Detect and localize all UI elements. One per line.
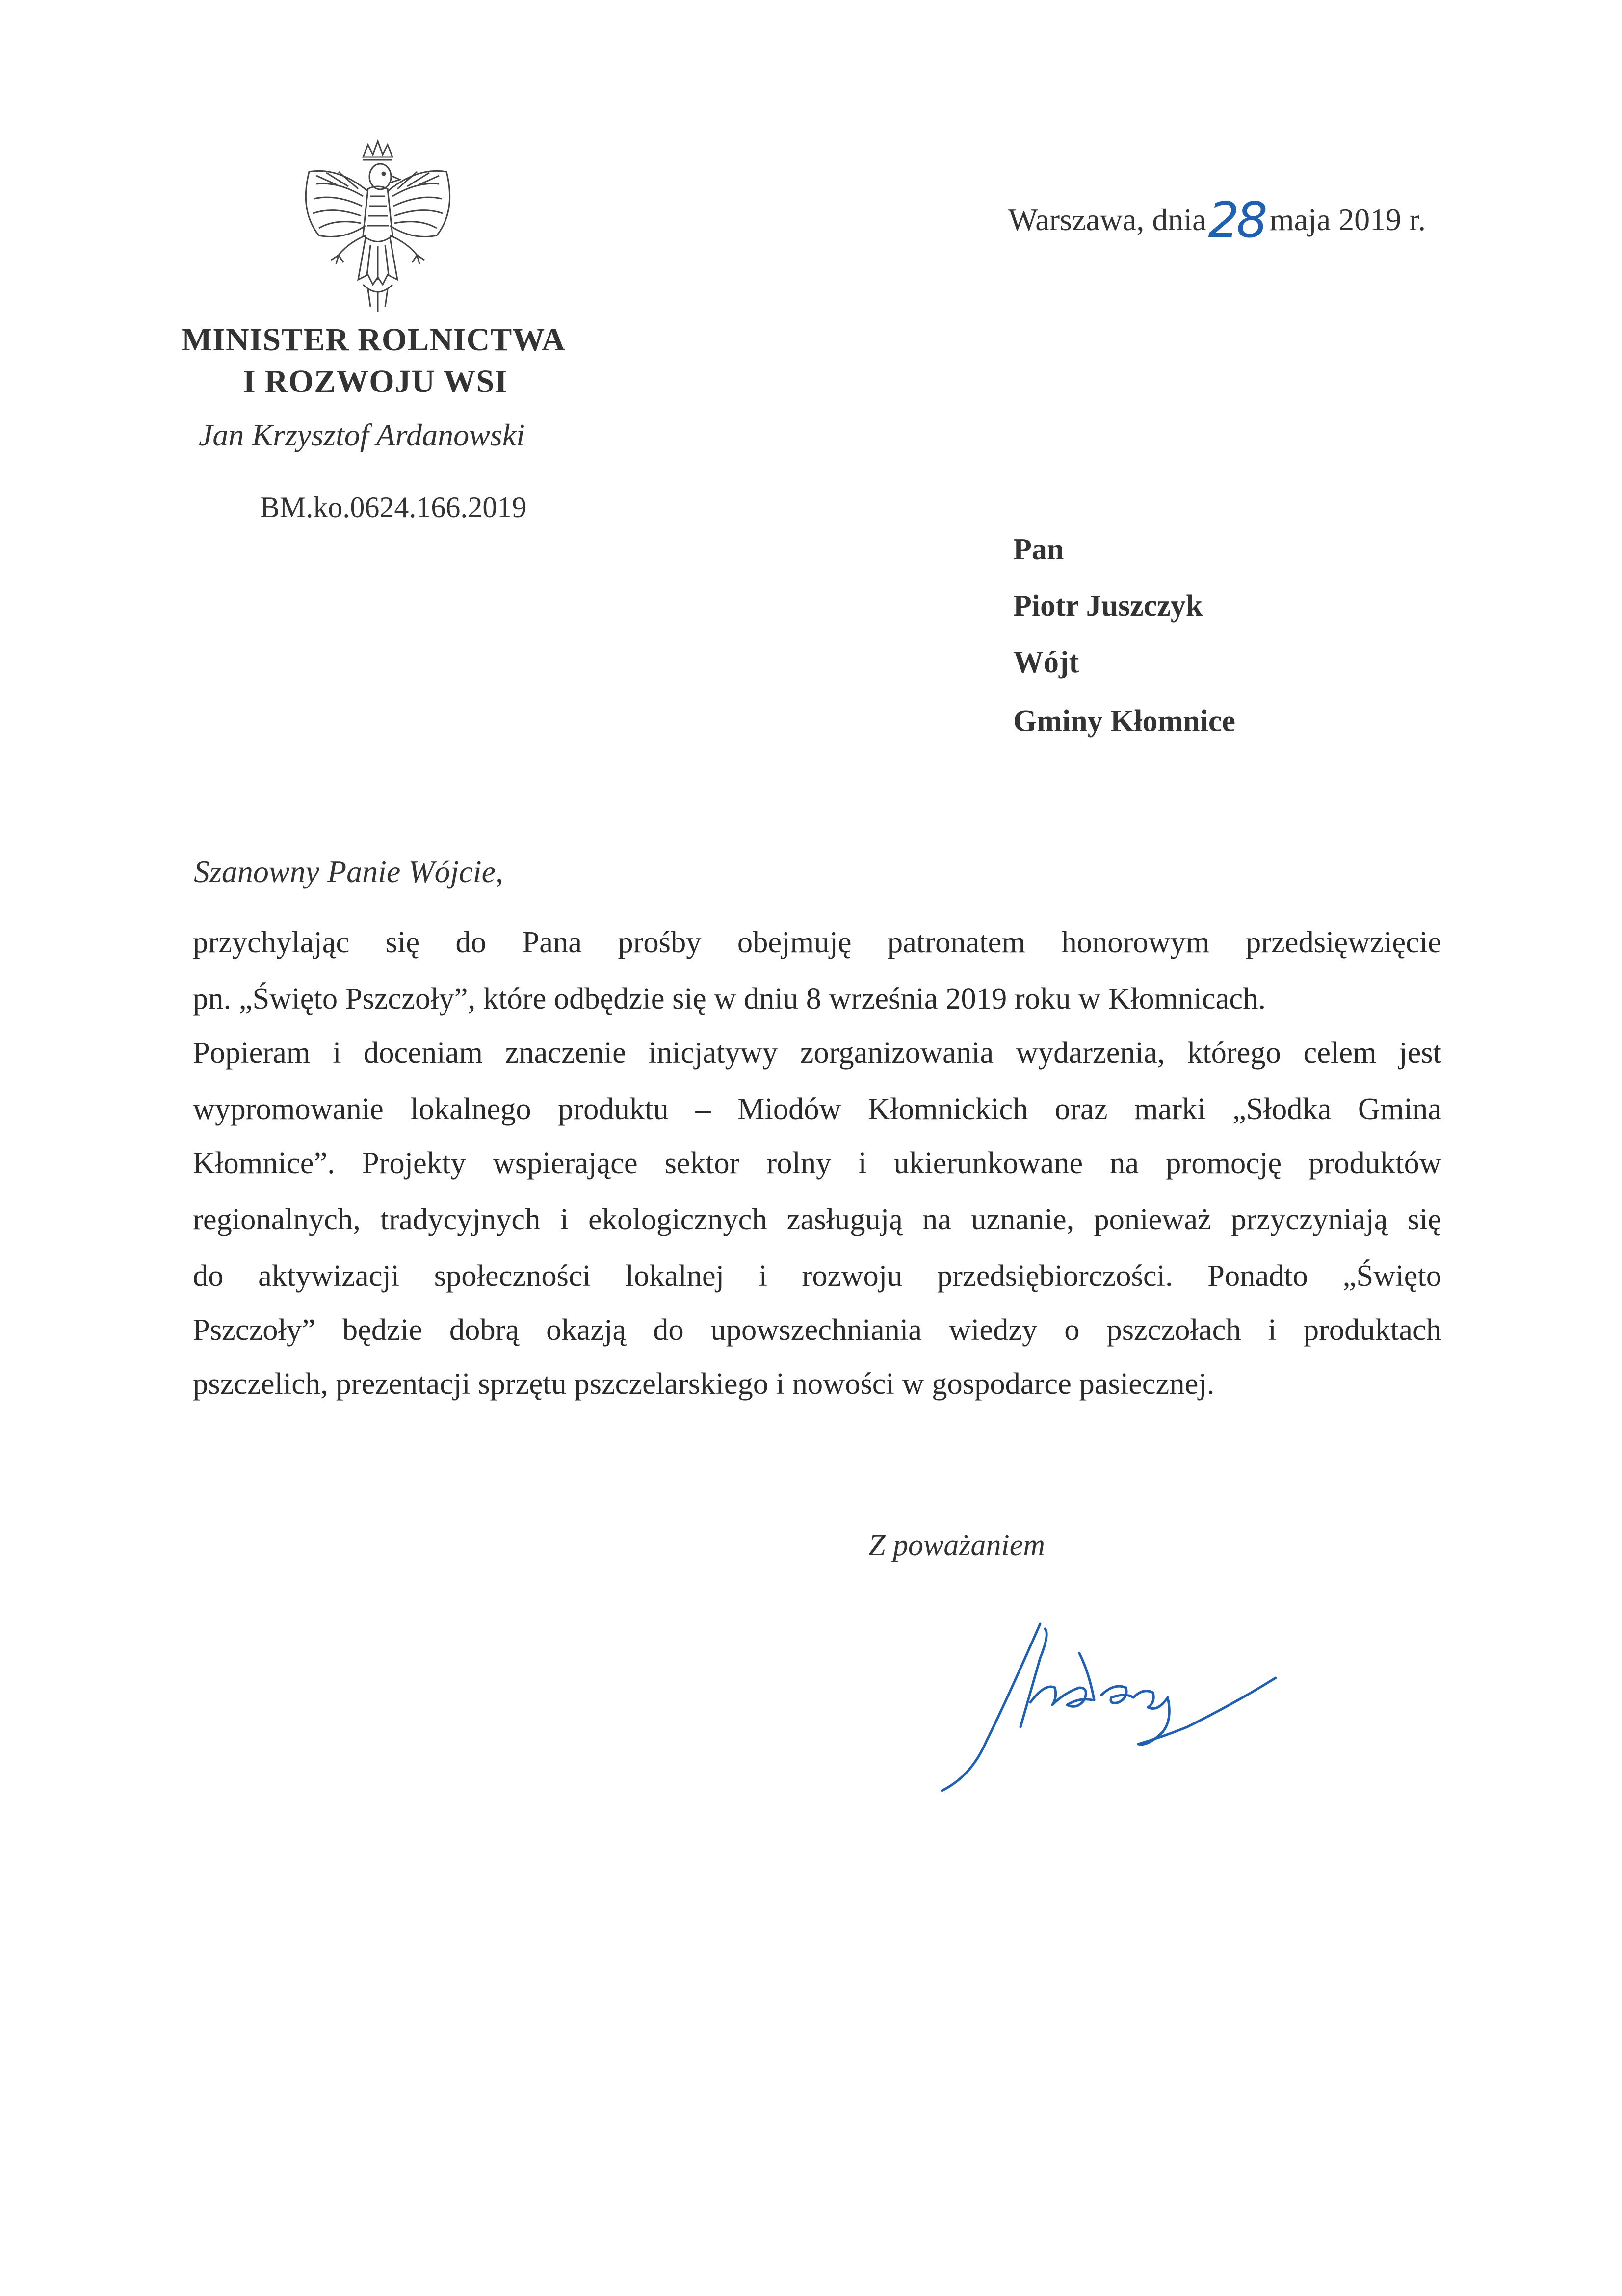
date-day-handwritten: 28 — [1208, 191, 1265, 249]
addressee-office: Gminy Kłomnice — [1013, 704, 1235, 738]
addressee-position: Wójt — [1013, 646, 1079, 679]
date-prefix: Warszawa, dnia — [1008, 202, 1206, 237]
body-line: do aktywizacji społeczności lokalnej i rozwoju przedsiębiorczości. Ponadto „Święto — [193, 1258, 1441, 1293]
body-line: Kłomnice”. Projekty wspierające sektor rolny i ukierunkowane na promocję produktów — [193, 1146, 1441, 1180]
body-line: wypromowanie lokalnego produktu – Miodów Kłomnickich oraz marki „Słodka Gmina — [193, 1092, 1441, 1126]
minister-name: Jan Krzysztof Ardanowski — [199, 417, 525, 452]
body-line: regionalnych, tradycyjnych i ekologicznych zasługują na uznanie, ponieważ przyczyniają się — [193, 1202, 1441, 1236]
closing-phrase: Z poważaniem — [868, 1529, 1045, 1562]
reference-number: BM.ko.0624.166.2019 — [260, 491, 527, 523]
addressee-name: Piotr Juszczyk — [1013, 589, 1203, 623]
body-line: pn. „Święto Pszczoły”, które odbędzie się w dniu 8 września 2019 roku w Kłomnicach. — [193, 981, 1266, 1016]
body-line: przychylając się do Pana prośby obejmuję patronatem honorowym przedsięwzięcie — [193, 925, 1441, 959]
date-suffix: maja 2019 r. — [1269, 202, 1426, 237]
addressee-title: Pan — [1013, 533, 1064, 566]
body-line: pszczelich, prezentacji sprzętu pszczelarskiego i nowości w gospodarce pasiecznej. — [193, 1366, 1215, 1401]
salutation: Szanowny Panie Wójcie, — [194, 854, 503, 889]
body-line: Pszczoły” będzie dobrą okazją do upowszechniania wiedzy o pszczołach i produktach — [193, 1312, 1441, 1347]
date-line — [1008, 191, 1426, 249]
body-line: Popieram i doceniam znaczenie inicjatywy zorganizowania wydarzenia, którego celem jest — [193, 1035, 1441, 1070]
signature-icon — [932, 1614, 1305, 1810]
ministry-title-line2: I ROZWOJU WSI — [243, 364, 508, 399]
polish-eagle-emblem-icon — [289, 137, 466, 319]
ministry-title-line1: MINISTER ROLNICTWA — [182, 322, 566, 358]
